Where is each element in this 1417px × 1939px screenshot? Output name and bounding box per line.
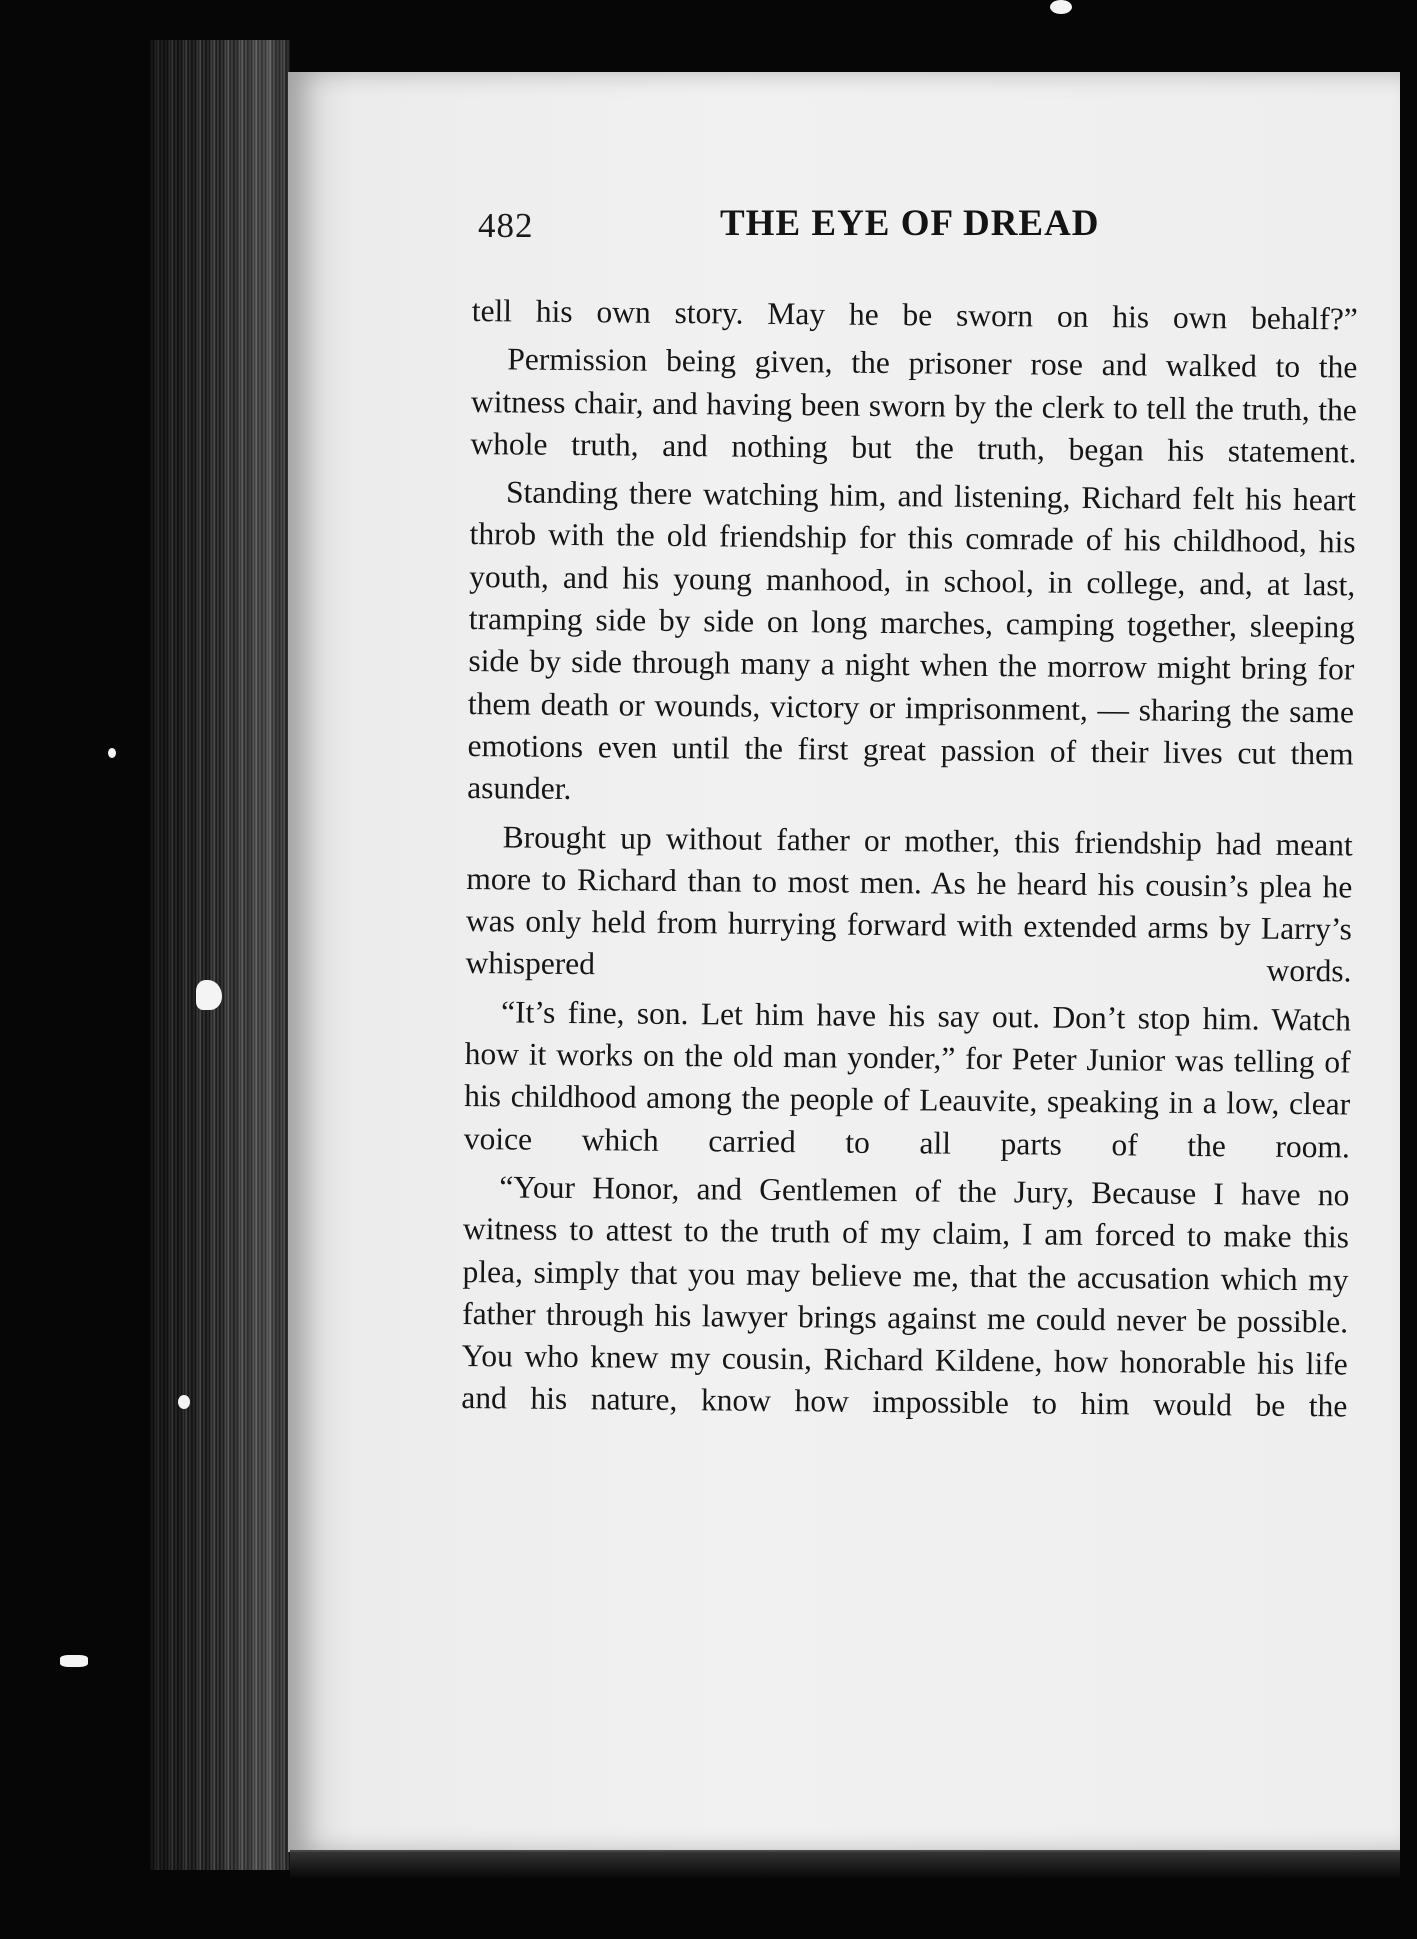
page-bottom-shadow [290,1850,1400,1880]
paragraph: Brought up without father or mother, this friendship had meant more to Richard than to most men. As he heard his cousin’s plea he was only held from hurrying forward with extended arms by Larry’s whispered words. [465,818,1353,989]
running-head [478,202,1120,262]
paragraph: “Your Honor, and Gentlemen of the Jury, Because I have no witness to attest to the truth of my claim, I am forced to make this plea, simply that you may believe me, that the accusation which my father through his lawyer brings against me could never be possible. You who knew my cousin, Richard Kildene, how honorable his life and his nature, know how impossible to him would be the [461,1169,1350,1424]
body-text [461,290,1358,1434]
dust-speck [196,980,222,1010]
paragraph: tell his own story. May he be sworn on his own behalf?” [471,292,1358,337]
book-fore-edge [150,40,290,1870]
page-number: 482 [478,206,534,245]
paragraph: Permission being given, the prisoner rose and walked to the witness chair, and having been sworn by the clerk to tell the truth, the whole truth, and nothing but the truth, began his statement. [470,341,1358,470]
dust-speck [60,1655,88,1667]
dust-speck [108,748,116,758]
dust-speck [178,1395,190,1409]
running-title: THE EYE OF DREAD [720,203,1100,244]
dust-speck [1050,0,1072,14]
paragraph: Standing there watching him, and listening, Richard felt his heart throb with the old friendship for this comrade of his childhood, his youth, and his young manhood, in school, in college, and, at last, tramping side by side on long marches, camping together, sleeping side by side through many a night when the morrow might bring for them death or wounds, victory or imprisonment, — sharing the same emotions even until the first great passion of their lives cut them asunder. [467,474,1357,807]
paragraph: “It’s fine, son. Let him have his say out. Don’t stop him. Watch how it works on the old man yonder,” for Peter Junior was telling of his childhood among the people of Leauvite, speaking in a low, clear voice which carried to all parts of the room. [463,994,1352,1165]
